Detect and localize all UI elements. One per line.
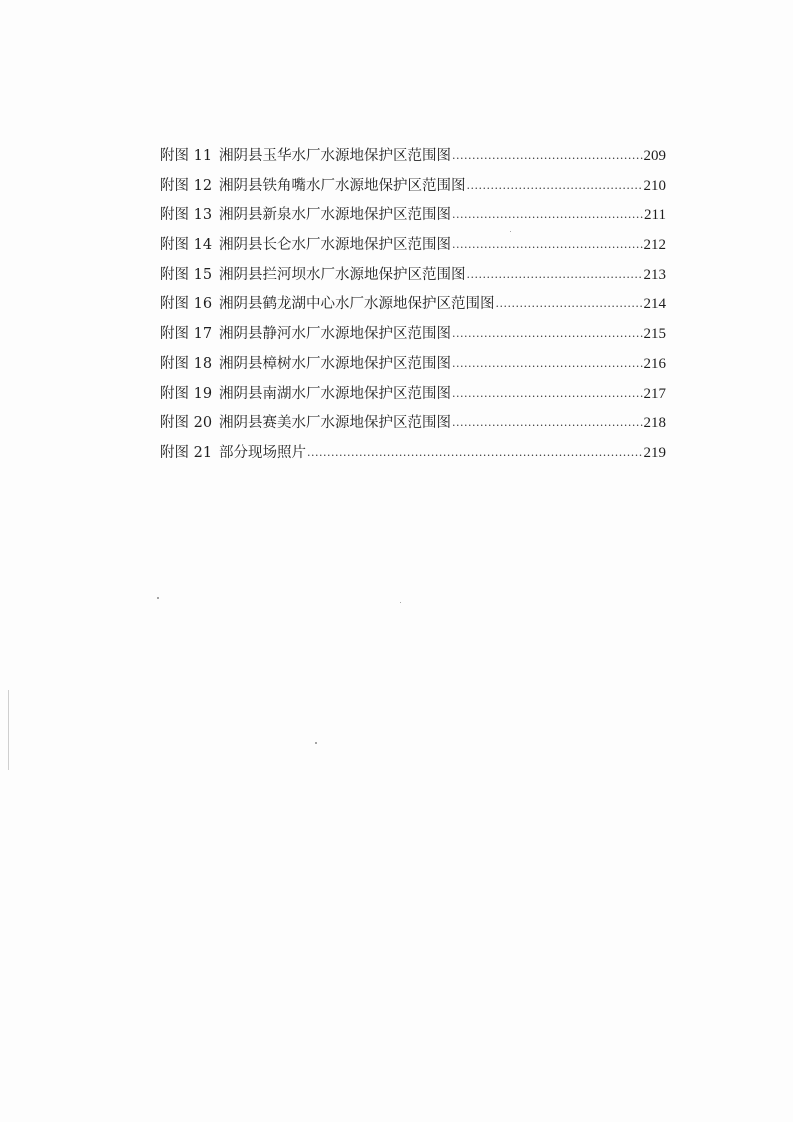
toc-entry-page: 215	[643, 326, 666, 343]
toc-entry	[160, 350, 666, 380]
toc-entry-label: 附图 15	[160, 266, 213, 283]
toc-entry-label: 附图 19	[160, 385, 213, 402]
toc-entry	[160, 380, 666, 410]
toc-entry-label: 附图 16	[160, 296, 213, 313]
toc-entry-label: 附图 14	[160, 237, 213, 254]
toc-entry	[160, 409, 666, 439]
toc-entry-title: 湘阴县铁角嘴水厂水源地保护区范围图	[219, 177, 466, 194]
toc-entry-title: 部分现场照片	[219, 444, 306, 461]
toc-entry-title: 湘阴县鹤龙湖中心水厂水源地保护区范围图	[219, 296, 495, 313]
toc-entry	[160, 439, 666, 469]
toc-entry-page: 211	[644, 207, 666, 224]
toc-dot-leader	[452, 319, 643, 349]
scan-edge-mark	[8, 690, 9, 770]
toc-entry-label: 附图 18	[160, 355, 213, 372]
toc-entry-page: 216	[643, 355, 666, 372]
toc-dot-leader	[452, 141, 643, 171]
toc-dot-leader	[452, 408, 643, 438]
scan-speck	[157, 597, 159, 599]
toc-entry-page: 210	[643, 177, 666, 194]
toc-entry-page: 213	[643, 266, 666, 283]
scan-speck	[400, 602, 401, 603]
toc-dot-leader	[452, 200, 643, 230]
toc-entry	[160, 231, 666, 261]
toc-entry-title: 湘阴县赛美水厂水源地保护区范围图	[219, 415, 451, 432]
toc-dot-leader	[467, 260, 643, 290]
toc-entry-label: 附图 13	[160, 207, 213, 224]
toc-entry-label: 附图 12	[160, 177, 213, 194]
toc-entry	[160, 172, 666, 202]
toc-entry-title: 湘阴县新泉水厂水源地保护区范围图	[219, 207, 451, 224]
toc-dot-leader	[452, 379, 643, 409]
toc-entry	[160, 142, 666, 172]
toc-entry-page: 212	[643, 237, 666, 254]
toc-entry-page: 219	[643, 444, 666, 461]
toc-entry-label: 附图 17	[160, 326, 213, 343]
toc-entry-page: 214	[643, 296, 666, 313]
toc-entry-page: 217	[643, 385, 666, 402]
toc-entry-title: 湘阴县静河水厂水源地保护区范围图	[219, 326, 451, 343]
scan-speck	[510, 231, 511, 232]
scan-speck	[315, 742, 317, 744]
toc-dot-leader	[452, 349, 643, 379]
toc-entry-page: 209	[643, 148, 666, 164]
toc-entry-page: 218	[643, 415, 666, 432]
toc-entry-label: 附图 21	[160, 444, 213, 461]
toc-entry-title: 湘阴县玉华水厂水源地保护区范围图	[219, 148, 451, 164]
toc-entry-label: 附图 11	[160, 148, 213, 164]
toc-entry	[160, 261, 666, 291]
toc-dot-leader	[496, 289, 643, 319]
toc-dot-leader	[467, 171, 643, 201]
toc-entry	[160, 320, 666, 350]
toc-dot-leader	[307, 438, 643, 468]
toc-entry-title: 湘阴县长仑水厂水源地保护区范围图	[219, 237, 451, 254]
toc-entry-title: 湘阴县拦河坝水厂水源地保护区范围图	[219, 266, 466, 283]
toc-entry-label: 附图 20	[160, 415, 213, 432]
table-of-contents	[160, 142, 666, 469]
toc-entry	[160, 290, 666, 320]
toc-dot-leader	[452, 230, 643, 260]
toc-entry-title: 湘阴县南湖水厂水源地保护区范围图	[219, 385, 451, 402]
toc-entry	[160, 201, 666, 231]
toc-entry-title: 湘阴县樟树水厂水源地保护区范围图	[219, 355, 451, 372]
